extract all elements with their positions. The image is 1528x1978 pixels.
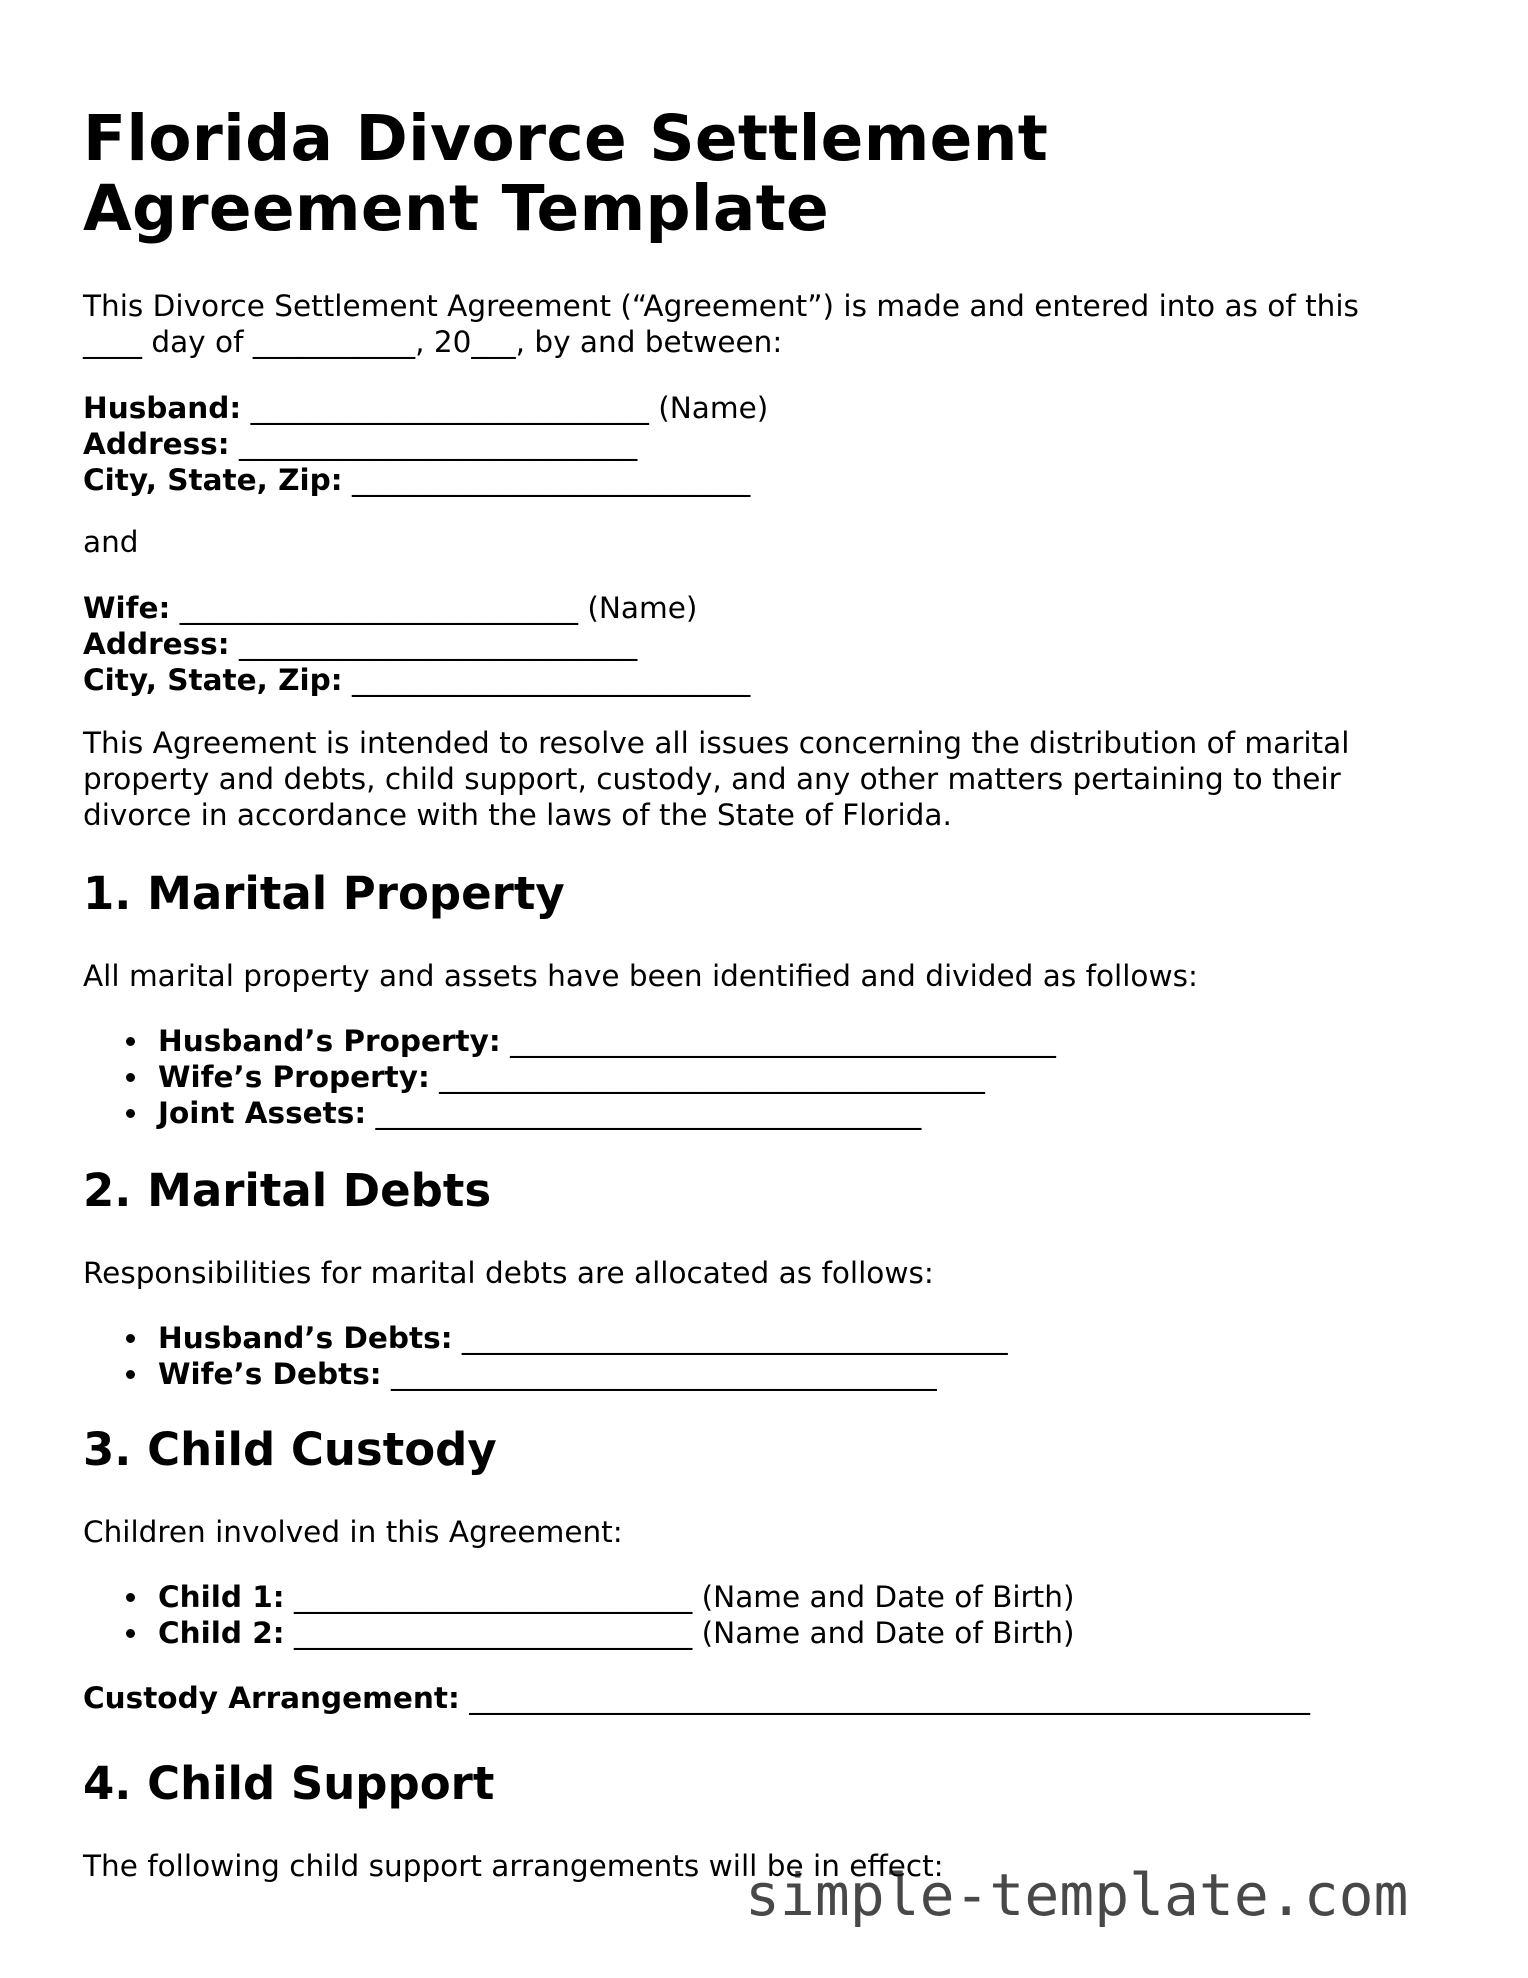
and-text: and [83, 525, 139, 559]
husband-debts-label: Husband’s Debts: [158, 1321, 453, 1355]
custody-arrangement-blank[interactable]: _________________________________________________________ [469, 1681, 1310, 1715]
custody-arrangement-label: Custody Arrangement: [83, 1681, 460, 1715]
section-1-list [83, 1023, 1463, 1131]
child-2-label: Child 2: [158, 1616, 285, 1650]
purpose-paragraph [83, 725, 1463, 833]
wife-address-line [83, 626, 1463, 662]
husband-address-label: Address: [83, 427, 230, 461]
wife-address-label: Address: [83, 627, 230, 661]
wife-name-hint: (Name) [587, 591, 698, 625]
section-4-text: The following child support arrangements will be in effect: [83, 1849, 944, 1883]
joint-assets-label: Joint Assets: [158, 1096, 367, 1130]
section-2-text: Responsibilities for marital debts are allocated as follows: [83, 1256, 934, 1290]
husband-city-blank[interactable]: ___________________________ [351, 463, 751, 497]
wife-debts-label: Wife’s Debts: [158, 1357, 382, 1391]
list-item [83, 1320, 1463, 1356]
intro-paragraph [83, 288, 1463, 360]
list-item [83, 1579, 1463, 1615]
husband-name-blank[interactable]: ___________________________ [250, 391, 649, 425]
joint-assets-blank[interactable]: _____________________________________ [375, 1096, 922, 1130]
husband-address-line [83, 426, 1463, 462]
child-1-hint: (Name and Date of Birth) [701, 1580, 1075, 1614]
wife-name-line [83, 590, 1463, 626]
wife-city-line [83, 662, 1463, 698]
child-2-hint: (Name and Date of Birth) [701, 1616, 1075, 1650]
list-item [83, 1615, 1463, 1651]
husband-debts-blank[interactable]: _____________________________________ [461, 1321, 1008, 1355]
list-item [83, 1023, 1463, 1059]
purpose-line-1: This Agreement is intended to resolve all issues concerning the distribution of marital [83, 726, 1350, 760]
list-item [83, 1356, 1463, 1392]
husband-city-label: City, State, Zip: [83, 463, 343, 497]
wife-property-label: Wife’s Property: [158, 1060, 430, 1094]
husband-name-hint: (Name) [658, 391, 769, 425]
intro-line-1: This Divorce Settlement Agreement (“Agreement”) is made and entered into as of this [83, 289, 1359, 323]
husband-address-blank[interactable]: ___________________________ [238, 427, 638, 461]
list-item [83, 1059, 1463, 1095]
husband-city-line [83, 462, 1463, 498]
custody-arrangement-row [83, 1680, 1463, 1716]
child-1-blank[interactable]: ___________________________ [293, 1580, 693, 1614]
husband-property-label: Husband’s Property: [158, 1024, 501, 1058]
wife-name-blank[interactable]: ___________________________ [179, 591, 578, 625]
purpose-line-3: divorce in accordance with the laws of the State of Florida. [83, 798, 952, 832]
section-3-list [83, 1579, 1463, 1651]
document-title: Florida Divorce Settlement Agreement Template [83, 102, 1049, 245]
wife-property-blank[interactable]: _____________________________________ [439, 1060, 985, 1094]
section-1-text: All marital property and assets have been identified and divided as follows: [83, 959, 1198, 993]
husband-name-label: Husband: [83, 391, 242, 425]
wife-city-blank[interactable]: ___________________________ [351, 663, 751, 697]
section-2-heading: 2. Marital Debts [83, 1164, 492, 1217]
watermark: simple-template.com [745, 1861, 1409, 1929]
section-3-heading: 3. Child Custody [83, 1423, 497, 1476]
section-3-text: Children involved in this Agreement: [83, 1515, 623, 1549]
husband-name-line [83, 390, 1463, 426]
section-1-heading: 1. Marital Property [83, 867, 565, 920]
section-4-heading: 4. Child Support [83, 1757, 495, 1810]
child-1-label: Child 1: [158, 1580, 285, 1614]
wife-city-label: City, State, Zip: [83, 663, 343, 697]
wife-info-block [83, 590, 1463, 698]
intro-line-2: ____ day of ___________, 20___, by and between: [83, 325, 783, 359]
husband-info-block [83, 390, 1463, 498]
list-item [83, 1095, 1463, 1131]
wife-name-label: Wife: [83, 591, 171, 625]
custody-arrangement-line [83, 1680, 1463, 1716]
purpose-line-2: property and debts, child support, custody, and any other matters pertaining to their [83, 762, 1341, 796]
wife-debts-blank[interactable]: _____________________________________ [391, 1357, 937, 1391]
child-2-blank[interactable]: ___________________________ [293, 1616, 693, 1650]
wife-address-blank[interactable]: ___________________________ [238, 627, 638, 661]
section-2-list [83, 1320, 1463, 1392]
husband-property-blank[interactable]: _____________________________________ [510, 1024, 1056, 1058]
